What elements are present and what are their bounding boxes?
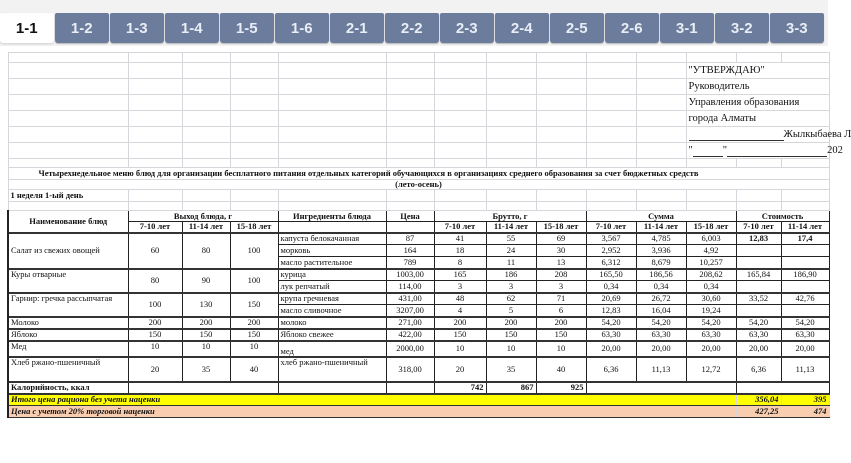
sheet-tab-2-5[interactable]: 2-5 — [550, 13, 604, 43]
dish-cost-blank — [736, 305, 781, 317]
table-row — [8, 341, 829, 357]
ingredient-price[interactable]: 3207,00 — [386, 305, 434, 317]
empty-row — [8, 159, 829, 168]
ingredient-name[interactable]: крупа гречневая — [278, 293, 386, 305]
ingredient-sum[interactable]: 54,20 — [586, 317, 636, 329]
ingredient-brutto[interactable]: 24 — [486, 245, 536, 257]
approval-department: Управления образования — [686, 95, 829, 111]
ingredient-brutto[interactable]: 150 — [536, 329, 586, 341]
ingredient-brutto[interactable]: 71 — [536, 293, 586, 305]
header-ingredients: Ингредиенты блюда — [278, 211, 386, 222]
approval-date — [686, 143, 843, 159]
ingredient-name[interactable]: молоко — [278, 317, 386, 329]
ingredient-name[interactable]: лук репчатый — [278, 281, 386, 293]
calories-blank — [128, 382, 278, 394]
dish-name[interactable]: Куры отварные — [8, 269, 128, 293]
ingredient-sum[interactable]: 20,69 — [586, 293, 636, 305]
approval-city: города Алматы — [686, 111, 829, 127]
ingredient-price[interactable]: 422,00 — [386, 329, 434, 341]
ingredient-brutto[interactable]: 186 — [486, 269, 536, 281]
total-no-markup-value[interactable]: 356,04 — [736, 394, 781, 406]
table-row — [8, 269, 829, 281]
subtitle-row — [8, 180, 829, 190]
dish-name[interactable]: Салат из свежих овощей — [8, 233, 128, 269]
dish-yield[interactable]: 10 — [230, 341, 278, 357]
empty-row — [8, 202, 829, 211]
empty-row — [8, 53, 829, 63]
sheet-tab-3-2[interactable]: 3-2 — [715, 13, 769, 43]
calories-row — [8, 382, 829, 394]
header-sum-age: 7-10 лет — [586, 222, 636, 233]
ingredient-sum[interactable]: 16,04 — [636, 305, 686, 317]
dish-yield[interactable]: 10 — [182, 341, 230, 357]
dish-yield[interactable]: 40 — [230, 357, 278, 382]
calories-blank — [386, 382, 434, 394]
ingredient-brutto[interactable]: 6 — [536, 305, 586, 317]
ingredient-name[interactable]: капуста белокачанная — [278, 233, 386, 245]
total-no-markup-value[interactable]: 395 — [781, 394, 829, 406]
dish-name[interactable]: Хлеб ржано-пшеничный — [8, 357, 128, 382]
header-brutto: Брутто, г — [434, 211, 586, 222]
dish-cost-blank — [781, 305, 829, 317]
dish-yield[interactable]: 150 — [128, 329, 182, 341]
dish-yield[interactable]: 130 — [182, 293, 230, 317]
ingredient-sum[interactable]: 6,36 — [586, 357, 636, 382]
title-row — [8, 168, 829, 180]
header-brutto-age: 15-18 лет — [536, 222, 586, 233]
ingredient-brutto[interactable]: 40 — [536, 357, 586, 382]
ingredient-sum[interactable]: 19,24 — [686, 305, 736, 317]
ingredient-brutto[interactable]: 4 — [434, 305, 486, 317]
ingredient-brutto[interactable]: 200 — [486, 317, 536, 329]
ingredient-brutto[interactable]: 8 — [434, 257, 486, 269]
dish-yield[interactable]: 100 — [230, 269, 278, 293]
ingredient-sum[interactable]: 0,34 — [636, 281, 686, 293]
day-row — [8, 190, 829, 202]
sheet-tab-2-6[interactable]: 2-6 — [605, 13, 659, 43]
dish-yield[interactable]: 10 — [128, 341, 182, 357]
date-quote-open: " — [688, 144, 693, 156]
dish-cost[interactable]: 63,30 — [781, 329, 829, 341]
header-yield-age: 15-18 лет — [230, 222, 278, 233]
ingredient-sum[interactable]: 30,60 — [686, 293, 736, 305]
dish-yield[interactable]: 200 — [182, 317, 230, 329]
dish-cost[interactable]: 165,84 — [736, 269, 781, 281]
dish-cost[interactable]: 20,00 — [781, 341, 829, 357]
ingredient-sum[interactable]: 3,936 — [636, 245, 686, 257]
date-year: 202 — [827, 144, 843, 156]
ingredient-price[interactable]: 114,00 — [386, 281, 434, 293]
ingredient-brutto[interactable]: 10 — [434, 341, 486, 357]
ingredient-price[interactable]: 87 — [386, 233, 434, 245]
ingredient-sum[interactable]: 63,30 — [636, 329, 686, 341]
dish-cost[interactable]: 54,20 — [736, 317, 781, 329]
approval-row — [8, 79, 829, 95]
dish-yield[interactable]: 100 — [230, 233, 278, 269]
approval-heading: "УТВЕРЖДАЮ" — [686, 63, 829, 79]
ingredient-sum[interactable]: 20,00 — [636, 341, 686, 357]
sheet-tab-1-5[interactable]: 1-5 — [220, 13, 274, 43]
day-label: 1 неделя 1-ый день — [8, 190, 128, 202]
calories-blank — [586, 382, 736, 394]
dish-yield[interactable]: 100 — [128, 293, 182, 317]
dish-cost[interactable]: 42,76 — [781, 293, 829, 305]
ingredient-name[interactable]: морковь — [278, 245, 386, 257]
header-sum-age: 11-14 лет — [636, 222, 686, 233]
ingredient-name[interactable]: масло сливочное — [278, 305, 386, 317]
header-ingredients-blank — [278, 222, 386, 233]
header-yield-age: 7-10 лет — [128, 222, 182, 233]
approval-row — [8, 111, 829, 127]
sheet-tab-2-4[interactable]: 2-4 — [495, 13, 549, 43]
dish-cost[interactable]: 186,90 — [781, 269, 829, 281]
sheet-tab-1-6[interactable]: 1-6 — [275, 13, 329, 43]
ingredient-sum[interactable]: 63,30 — [686, 329, 736, 341]
total-with-markup-value[interactable]: 427,25 — [736, 406, 781, 418]
ingredient-sum[interactable]: 26,72 — [636, 293, 686, 305]
header-cost: Стоимость — [736, 211, 829, 222]
approval-signer — [686, 127, 851, 143]
calories-value[interactable]: 867 — [486, 382, 536, 394]
ingredient-sum[interactable]: 12,83 — [586, 305, 636, 317]
approval-row — [8, 127, 829, 143]
spreadsheet-grid — [7, 52, 851, 418]
header-brutto-age: 11-14 лет — [486, 222, 536, 233]
ingredient-sum[interactable]: 165,50 — [586, 269, 636, 281]
table-row — [8, 293, 829, 305]
ingredient-sum[interactable]: 20,00 — [686, 341, 736, 357]
header-ages-row — [8, 222, 829, 233]
dish-yield[interactable]: 150 — [230, 293, 278, 317]
calories-value[interactable]: 925 — [536, 382, 586, 394]
dish-yield[interactable]: 150 — [182, 329, 230, 341]
ingredient-sum[interactable]: 3,567 — [586, 233, 636, 245]
ingredient-brutto[interactable]: 10 — [536, 341, 586, 357]
dish-yield[interactable]: 80 — [128, 269, 182, 293]
ingredient-brutto[interactable]: 20 — [434, 357, 486, 382]
approval-row — [8, 63, 829, 79]
signer-name: Жылкыбаева Л — [783, 128, 851, 140]
ingredient-brutto[interactable]: 35 — [486, 357, 536, 382]
header-row — [8, 211, 829, 222]
ingredient-brutto[interactable]: 5 — [486, 305, 536, 317]
ingredient-brutto[interactable]: 150 — [486, 329, 536, 341]
sheet-tab-2-2[interactable]: 2-2 — [385, 13, 439, 43]
dish-cost[interactable]: 11,13 — [781, 357, 829, 382]
sheet-tab-bar — [0, 0, 828, 46]
dish-cost[interactable]: 33,52 — [736, 293, 781, 305]
ingredient-sum[interactable]: 54,20 — [636, 317, 686, 329]
calories-value[interactable]: 742 — [434, 382, 486, 394]
ingredient-sum[interactable]: 10,257 — [686, 257, 736, 269]
ingredient-sum[interactable]: 20,00 — [586, 341, 636, 357]
dish-cost[interactable]: 6,36 — [736, 357, 781, 382]
ingredient-brutto[interactable]: 3 — [486, 281, 536, 293]
ingredient-name[interactable]: курица — [278, 269, 386, 281]
sheet-tab-3-3[interactable]: 3-3 — [770, 13, 824, 43]
dish-yield[interactable]: 60 — [128, 233, 182, 269]
dish-yield[interactable]: 20 — [128, 357, 182, 382]
table-row — [8, 317, 829, 329]
ingredient-brutto[interactable]: 30 — [536, 245, 586, 257]
ingredient-brutto[interactable]: 200 — [434, 317, 486, 329]
header-dish-name: Наименование блюд — [8, 211, 128, 233]
table-row — [8, 233, 829, 245]
ingredient-brutto[interactable]: 62 — [486, 293, 536, 305]
ingredient-brutto[interactable]: 11 — [486, 257, 536, 269]
ingredient-name[interactable]: хлеб ржано-пшеничный — [278, 357, 386, 382]
ingredient-brutto[interactable]: 41 — [434, 233, 486, 245]
dish-name[interactable]: Молоко — [8, 317, 128, 329]
dish-yield[interactable]: 150 — [230, 329, 278, 341]
dish-cost[interactable]: 63,30 — [736, 329, 781, 341]
dish-yield[interactable]: 35 — [182, 357, 230, 382]
ingredient-sum[interactable]: 6,003 — [686, 233, 736, 245]
dish-cost-blank — [781, 257, 829, 269]
header-price: Цена — [386, 211, 434, 222]
approval-position: Руководитель — [686, 79, 829, 95]
header-yield: Выход блюда, г — [128, 211, 278, 222]
dish-cost-blank — [736, 281, 781, 293]
dish-name[interactable]: Гарнир: гречка рассыпчатая — [8, 293, 128, 317]
date-quote-close: " — [722, 144, 728, 156]
menu-title: Четырехнедельное меню блюд для организации бесплатного питания отдельных категорий обучающихся в организациях среднего образования за счет бюджетных средств — [8, 168, 829, 180]
sheet-tab-3-1[interactable]: 3-1 — [660, 13, 714, 43]
ingredient-sum[interactable]: 2,952 — [586, 245, 636, 257]
ingredient-price[interactable]: 2000,00 — [386, 341, 434, 357]
dish-name[interactable]: Яблоко — [8, 329, 128, 341]
sheet-tab-2-1[interactable]: 2-1 — [330, 13, 384, 43]
ingredient-brutto[interactable]: 55 — [486, 233, 536, 245]
dish-cost[interactable]: 17,4 — [781, 233, 829, 245]
sheet-tab-1-1[interactable]: 1-1 — [0, 13, 54, 43]
ingredient-brutto[interactable]: 165 — [434, 269, 486, 281]
dish-yield[interactable]: 80 — [182, 233, 230, 269]
sheet-tab-1-4[interactable]: 1-4 — [165, 13, 219, 43]
ingredient-brutto[interactable]: 18 — [434, 245, 486, 257]
header-cost-age: 7-10 лет — [736, 222, 781, 233]
header-sum: Сумма — [586, 211, 736, 222]
total-no-markup — [8, 394, 829, 406]
approval-row — [8, 143, 829, 159]
dish-cost-blank — [781, 281, 829, 293]
ingredient-brutto[interactable]: 3 — [536, 281, 586, 293]
total-no-markup-label: Итого цена рациона без учета наценки — [8, 394, 736, 406]
ingredient-brutto[interactable]: 208 — [536, 269, 586, 281]
table-row — [8, 329, 829, 341]
ingredient-sum[interactable]: 54,20 — [686, 317, 736, 329]
calories-label: Калорийность, ккал — [8, 382, 128, 394]
sheet-tab-1-2[interactable]: 1-2 — [55, 13, 109, 43]
ingredient-price[interactable]: 271,00 — [386, 317, 434, 329]
header-sum-age: 15-18 лет — [686, 222, 736, 233]
ingredient-brutto[interactable]: 10 — [486, 341, 536, 357]
ingredient-name[interactable]: Яблоко свежее — [278, 329, 386, 341]
ingredient-sum[interactable]: 8,679 — [636, 257, 686, 269]
approval-row — [8, 95, 829, 111]
ingredient-name[interactable]: масло растительное — [278, 257, 386, 269]
menu-subtitle: (лето-осень) — [8, 180, 829, 190]
ingredient-sum[interactable]: 11,13 — [636, 357, 686, 382]
dish-cost[interactable]: 12,83 — [736, 233, 781, 245]
ingredient-sum[interactable]: 186,56 — [636, 269, 686, 281]
ingredient-sum[interactable]: 6,312 — [586, 257, 636, 269]
ingredient-brutto[interactable]: 200 — [536, 317, 586, 329]
header-yield-age: 11-14 лет — [182, 222, 230, 233]
table-row — [8, 357, 829, 382]
ingredient-sum[interactable]: 0,34 — [586, 281, 636, 293]
dish-cost[interactable]: 20,00 — [736, 341, 781, 357]
ingredient-brutto[interactable]: 13 — [536, 257, 586, 269]
ingredient-name[interactable]: мед — [278, 341, 386, 357]
total-with-markup — [8, 406, 829, 418]
ingredient-brutto[interactable]: 69 — [536, 233, 586, 245]
ingredient-brutto[interactable]: 3 — [434, 281, 486, 293]
ingredient-sum[interactable]: 12,72 — [686, 357, 736, 382]
dish-yield[interactable]: 90 — [182, 269, 230, 293]
ingredient-sum[interactable]: 4,92 — [686, 245, 736, 257]
dish-yield[interactable]: 200 — [230, 317, 278, 329]
dish-name[interactable]: Мед — [8, 341, 128, 357]
header-cost-age: 11-14 лет — [781, 222, 829, 233]
dish-cost[interactable]: 54,20 — [781, 317, 829, 329]
ingredient-price[interactable]: 1003,00 — [386, 269, 434, 281]
sheet-tabs — [0, 13, 825, 46]
ingredient-price[interactable]: 164 — [386, 245, 434, 257]
ingredient-brutto[interactable]: 150 — [434, 329, 486, 341]
ingredient-brutto[interactable]: 48 — [434, 293, 486, 305]
total-with-markup-label: Цена с учетом 20% торговой наценки — [8, 406, 736, 418]
total-with-markup-value[interactable]: 474 — [781, 406, 829, 418]
dish-yield[interactable]: 200 — [128, 317, 182, 329]
header-brutto-age: 7-10 лет — [434, 222, 486, 233]
header-price-blank — [386, 222, 434, 233]
ingredient-sum[interactable]: 208,62 — [686, 269, 736, 281]
ingredient-sum[interactable]: 63,30 — [586, 329, 636, 341]
sheet-tab-1-3[interactable]: 1-3 — [110, 13, 164, 43]
calories-blank — [278, 382, 386, 394]
ingredient-price[interactable]: 431,00 — [386, 293, 434, 305]
ingredient-sum[interactable]: 0,34 — [686, 281, 736, 293]
ingredient-price[interactable]: 789 — [386, 257, 434, 269]
ingredient-sum[interactable]: 4,785 — [636, 233, 686, 245]
dish-cost-blank — [781, 245, 829, 257]
dish-cost-blank — [736, 245, 781, 257]
calories-blank — [736, 382, 829, 394]
dish-cost-blank — [736, 257, 781, 269]
ingredient-price[interactable]: 318,00 — [386, 357, 434, 382]
sheet-tab-2-3[interactable]: 2-3 — [440, 13, 494, 43]
